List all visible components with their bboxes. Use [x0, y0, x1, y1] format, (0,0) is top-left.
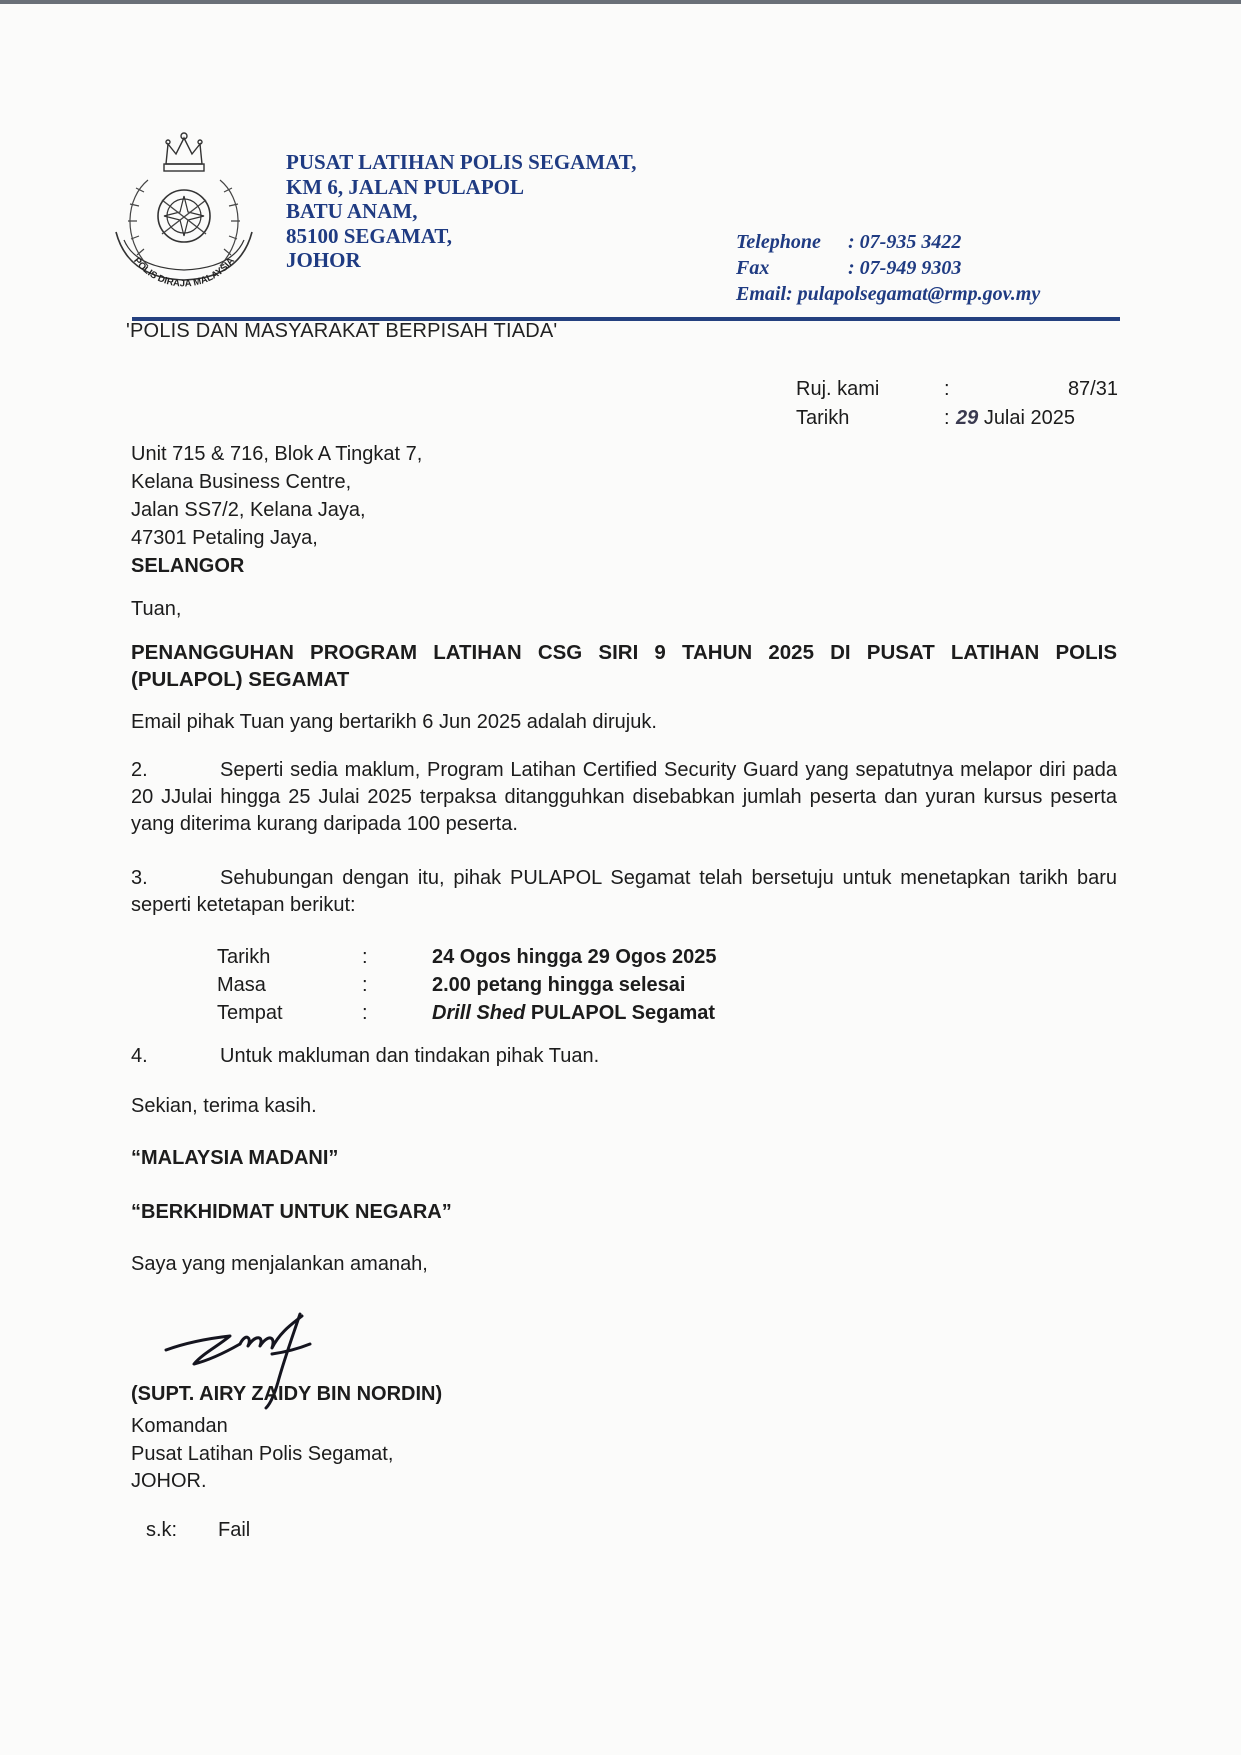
paragraph-number: 4. [131, 1045, 148, 1067]
motto: 'POLIS DAN MASYARAKAT BERPISAH TIADA' [126, 320, 558, 342]
schedule-label: Tarikh [217, 946, 271, 968]
schedule-label: Tempat [217, 1002, 283, 1024]
signer-name: (SUPT. AIRY ZAIDY BIN NORDIN) [131, 1383, 443, 1405]
paragraph-3 [131, 865, 1117, 919]
recipient-address [131, 440, 422, 580]
paragraph-number: 3. [131, 867, 148, 889]
paragraph-1: Email pihak Tuan yang bertarikh 6 Jun 2025 adalah dirujuk. [131, 711, 657, 733]
cc-value: Fail [218, 1519, 251, 1541]
date-colon: : [944, 407, 950, 429]
schedule-row [217, 943, 917, 971]
schedule-value [432, 999, 715, 1027]
address-line: 47301 Petaling Jaya, [131, 527, 318, 549]
schedule-row [217, 971, 917, 999]
paragraph-text: Seperti sedia maklum, Program Latihan Certified Security Guard yang sepatutnya melapor diri pada 20 JJulai hingga 25 Julai 2025 terpaksa ditangguhkan disebabkan jumlah peserta dan yuran kursus peserta yang diterima kurang daripada 100 peserta. [131, 759, 1117, 835]
contact-block [736, 229, 1040, 307]
subject-heading: PENANGGUHAN PROGRAM LATIHAN CSG SIRI 9 TAHUN 2025 DI PUSAT LATIHAN POLIS (PULAPOL) SEGAMAT [131, 641, 1117, 691]
police-crest-icon [108, 128, 260, 298]
ref-label: Ruj. kami [796, 378, 880, 400]
schedule-value: 2.00 petang hingga selesai [432, 974, 686, 996]
ref-colon: : [944, 378, 950, 400]
paragraph-number: 2. [131, 759, 148, 781]
address-state: SELANGOR [131, 555, 245, 577]
carbon-copy [146, 1519, 250, 1542]
ref-value: 87/31 [1067, 378, 1118, 400]
date-month-year: Julai 2025 [983, 407, 1075, 429]
venue-italic: Drill Shed [432, 1002, 526, 1024]
schedule-colon: : [362, 1002, 368, 1024]
svg-text:POLIS DIRAJA MALAYSIA [131, 255, 237, 289]
venue-rest: PULAPOL Segamat [525, 1002, 716, 1024]
scan-edge [0, 0, 1241, 4]
paragraph-text: Untuk makluman dan tindakan pihak Tuan. [220, 1045, 600, 1067]
signer-title-line: Pusat Latihan Polis Segamat, [131, 1442, 394, 1465]
schedule-colon: : [362, 974, 368, 996]
slogan-malaysia-madani: “MALAYSIA MADANI” [131, 1147, 339, 1169]
org-line: BATU ANAM, [286, 199, 418, 223]
signer-title-line: Komandan [131, 1415, 228, 1437]
org-line: PUSAT LATIHAN POLIS SEGAMAT, [286, 150, 637, 174]
paragraph-2 [131, 757, 1117, 838]
email-line: Email: pulapolsegamat@rmp.gov.my [736, 283, 1041, 305]
schedule-label: Masa [217, 974, 266, 996]
closing-line: Sekian, terima kasih. [131, 1095, 317, 1117]
paragraph-text: Sehubungan dengan itu, pihak PULAPOL Segamat telah bersetuju untuk menetapkan tarikh baru seperti ketetapan berikut: [131, 867, 1117, 916]
date-day-handwritten: 29 [956, 407, 979, 429]
reference-block [796, 375, 1118, 433]
signer-title [131, 1413, 393, 1496]
org-line: JOHOR [286, 248, 361, 272]
schedule-row [217, 999, 917, 1027]
date-label: Tarikh [796, 407, 850, 429]
address-line: Jalan SS7/2, Kelana Jaya, [131, 499, 366, 521]
trust-line: Saya yang menjalankan amanah, [131, 1253, 428, 1275]
schedule-table [217, 943, 917, 1027]
salutation: Tuan, [131, 598, 182, 620]
telephone-label: Telephone [736, 231, 821, 253]
org-line: KM 6, JALAN PULAPOL [286, 174, 524, 199]
org-line: 85100 SEGAMAT, [286, 223, 453, 248]
telephone-value: : 07-935 3422 [848, 231, 962, 253]
signer-title-line: JOHOR. [131, 1470, 207, 1492]
schedule-value: 24 Ogos hingga 29 Ogos 2025 [432, 946, 717, 968]
date-value [956, 404, 1075, 433]
slogan-berkhidmat: “BERKHIDMAT UNTUK NEGARA” [131, 1201, 452, 1223]
organisation-address [286, 150, 636, 273]
crest-text: POLIS DIRAJA MALAYSIA [131, 255, 237, 290]
schedule-colon: : [362, 946, 368, 968]
address-line: Kelana Business Centre, [131, 471, 352, 493]
paragraph-4 [131, 1045, 599, 1068]
cc-label: s.k: [146, 1519, 178, 1541]
fax-value: : 07-949 9303 [848, 257, 962, 279]
address-line: Unit 715 & 716, Blok A Tingkat 7, [131, 443, 423, 465]
fax-label: Fax [736, 257, 770, 279]
